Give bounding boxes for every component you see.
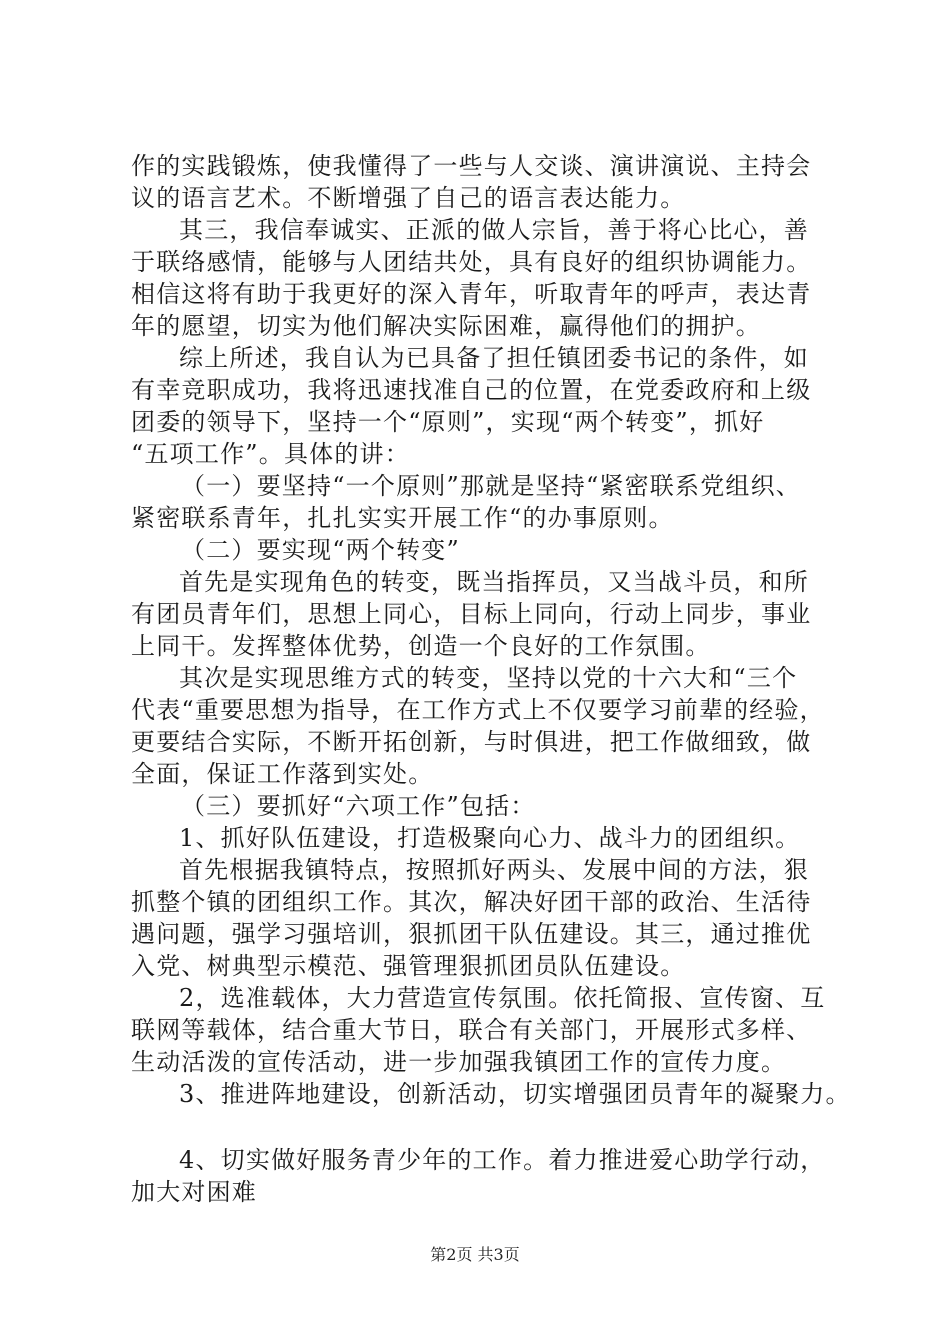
text-line: 综上所述，我自认为已具备了担任镇团委书记的条件，如 [179,344,809,372]
text-line: 相信这将有助于我更好的深入青年，听取青年的呼声，表达青 [131,280,812,308]
text-line: 生动活泼的宣传活动，进一步加强我镇团工作的宣传力度。 [131,1048,787,1076]
text-line: 有幸竞职成功，我将迅速找准自己的位置，在党委政府和上级 [131,376,812,404]
text-line: 首先根据我镇特点，按照抓好两头、发展中间的方法，狠 [179,856,809,884]
text-line: 更要结合实际，不断开拓创新，与时俱进，把工作做细致，做 [131,728,812,756]
text-line: 首先是实现角色的转变，既当指挥员，又当战斗员，和所 [179,568,809,596]
text-line: （一）要坚持“一个原则”那就是坚持“紧密联系党组织、 [181,472,802,500]
text-line: 其三，我信奉诚实、正派的做人宗旨，善于将心比心，善 [179,216,809,244]
text-line: 其次是实现思维方式的转变，坚持以党的十六大和“三个 [179,664,798,692]
text-line: 紧密联系青年，扎扎实实开展工作“的办事原则。 [131,504,674,532]
page-number-footer: 第2页 共3页 [430,1245,520,1264]
text-line: 上同干。发挥整体优势，创造一个良好的工作氛围。 [131,632,711,660]
text-line: 遇问题，强学习强培训，狠抓团干队伍建设。其三，通过推优 [131,920,812,948]
text-line: 入党、树典型示模范、强管理狠抓团员队伍建设。 [131,952,686,980]
text-line: （二）要实现“两个转变” [181,536,460,564]
text-line: 于联络感情，能够与人团结共处，具有良好的组织协调能力。 [131,248,812,276]
text-line: 全面，保证工作落到实处。 [131,760,434,788]
text-line: 议的语言艺术。不断增强了自己的语言表达能力。 [131,184,686,212]
text-line: 加大对困难 [131,1178,257,1206]
text-line: 3、推进阵地建设，创新活动，切实增强团员青年的凝聚力。 [179,1080,851,1108]
text-line: 1、抓好队伍建设，打造极聚向心力、战斗力的团组织。 [179,824,801,852]
text-line: 联网等载体，结合重大节日，联合有关部门，开展形式多样、 [131,1016,812,1044]
text-line: 作的实践锻炼，使我懂得了一些与人交谈、演讲演说、主持会 [131,152,812,180]
text-line: 4、切实做好服务青少年的工作。着力推进爱心助学行动， [179,1146,826,1174]
text-line: 抓整个镇的团组织工作。其次，解决好团干部的政治、生活待 [131,888,812,916]
text-line: “五项工作”。具体的讲： [131,440,410,468]
text-line: 团委的领导下，坚持一个“原则”，实现“两个转变”，抓好 [131,408,765,436]
text-line: 有团员青年们，思想上同心，目标上同向，行动上同步，事业 [131,600,812,628]
text-line: 2，选准载体，大力营造宣传氛围。依托简报、宣传窗、互 [179,984,826,1012]
text-line: （三）要抓好“六项工作”包括： [181,792,536,820]
text-line: 年的愿望，切实为他们解决实际困难，赢得他们的拥护。 [131,312,761,340]
text-line: 代表“重要思想为指导，在工作方式上不仅要学习前辈的经验， [131,696,825,724]
